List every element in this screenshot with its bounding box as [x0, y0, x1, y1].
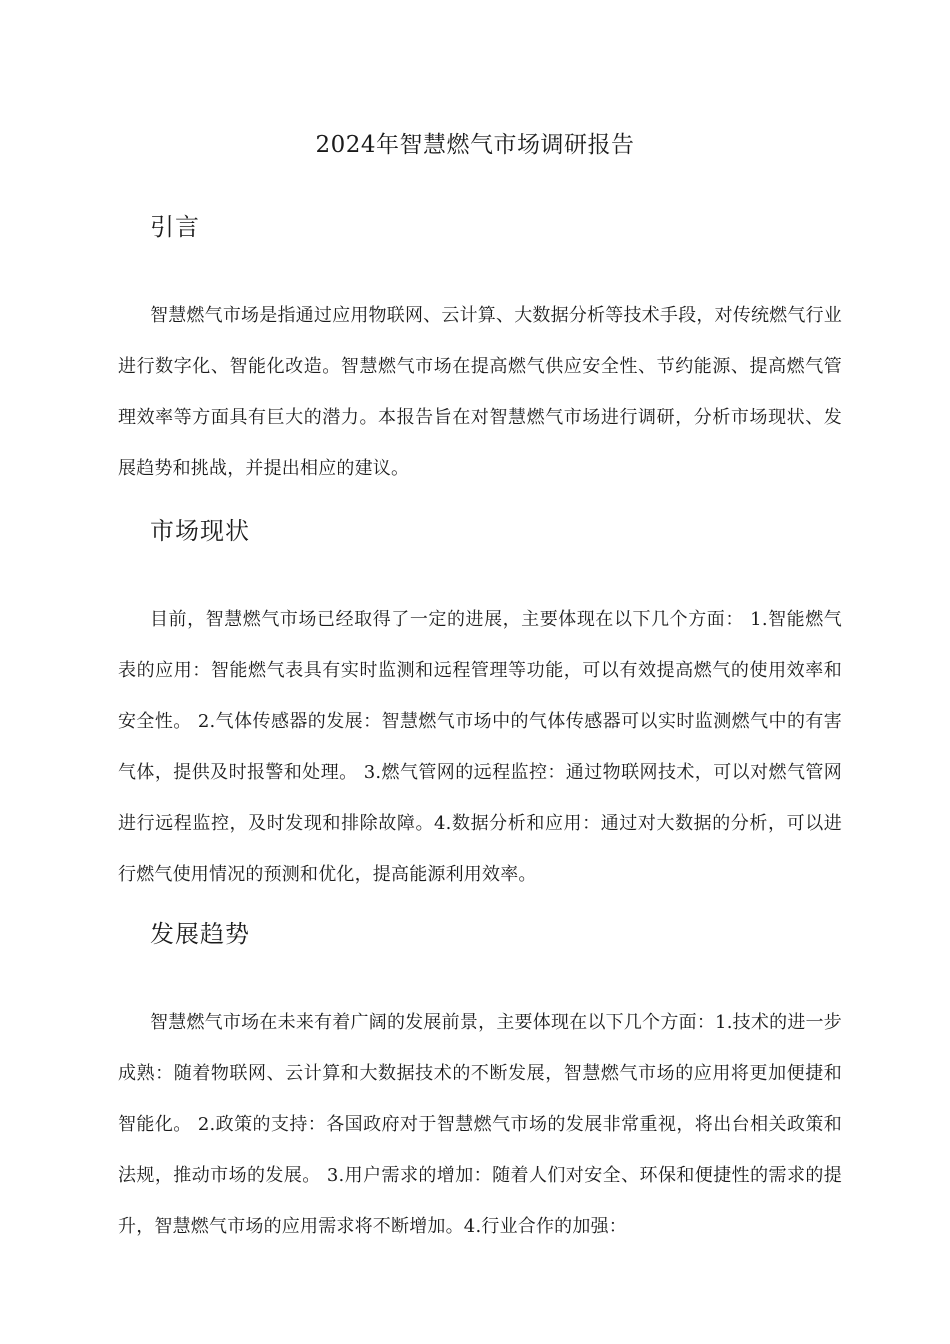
section-heading-market-status: 市场现状 [150, 517, 250, 545]
document-title: 2024年智慧燃气市场调研报告 [315, 132, 635, 158]
section-body-development-trend: 智慧燃气市场在未来有着广阔的发展前景，主要体现在以下几个方面：1.技术的进一步成熟：随着物联网、云计算和大数据技术的不断发展，智慧燃气市场的应用将更加便捷和智能化。 2.政策的支持：各国政府对于智慧燃气市场的发展非常重视，将出台相关政策和法规，推动市场的发展。 3.用户需求的增加：随着人们对安全、环保和便捷性的需求的提升，智慧燃气市场的应用需求将不断增加。4.行业合作的加强： [118, 1012, 842, 1237]
section-heading-development-trend: 发展趋势 [150, 920, 250, 948]
section-heading-introduction: 引言 [150, 213, 200, 241]
section-body-introduction: 智慧燃气市场是指通过应用物联网、云计算、大数据分析等技术手段，对传统燃气行业进行数字化、智能化改造。智慧燃气市场在提高燃气供应安全性、节约能源、提高燃气管理效率等方面具有巨大的潜力。本报告旨在对智慧燃气市场进行调研，分析市场现状、发展趋势和挑战，并提出相应的建议。 [118, 305, 842, 479]
section-body-market-status: 目前，智慧燃气市场已经取得了一定的进展，主要体现在以下几个方面： 1.智能燃气表的应用：智能燃气表具有实时监测和远程管理等功能，可以有效提高燃气的使用效率和安全性。 2.气体传感器的发展：智慧燃气市场中的气体传感器可以实时监测燃气中的有害气体，提供及时报警和处理。 3.燃气管网的远程监控：通过物联网技术，可以对燃气管网进行远程监控，及时发现和排除故障。4.数据分析和应用：通过对大数据的分析，可以进行燃气使用情况的预测和优化，提高能源利用效率。 [118, 609, 842, 885]
